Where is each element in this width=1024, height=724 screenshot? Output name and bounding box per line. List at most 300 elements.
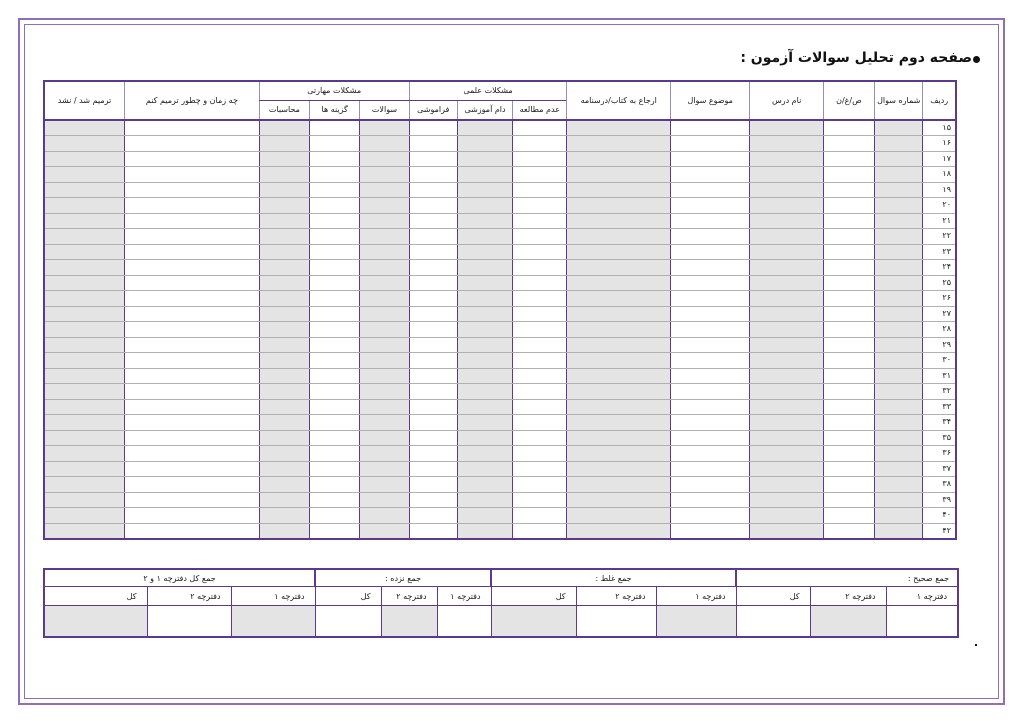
answer-cell[interactable] [823,384,874,400]
answer-cell[interactable] [671,492,750,508]
answer-cell[interactable] [409,120,457,136]
answer-cell[interactable] [823,446,874,462]
answer-cell[interactable] [44,461,125,477]
answer-cell[interactable] [457,461,512,477]
answer-cell[interactable] [125,384,260,400]
wrong-all-cell[interactable] [491,606,576,638]
answer-cell[interactable] [513,430,567,446]
answer-cell[interactable] [750,229,823,245]
answer-cell[interactable] [360,415,409,431]
answer-cell[interactable] [360,322,409,338]
wrong-booklet2-cell[interactable] [576,606,656,638]
blank-booklet2-cell[interactable] [381,606,437,638]
answer-cell[interactable] [360,430,409,446]
answer-cell[interactable] [409,198,457,214]
answer-cell[interactable] [750,384,823,400]
answer-cell[interactable] [750,337,823,353]
answer-cell[interactable] [360,182,409,198]
answer-cell[interactable] [823,492,874,508]
answer-cell[interactable] [310,291,360,307]
answer-cell[interactable] [44,213,125,229]
answer-cell[interactable] [409,322,457,338]
answer-cell[interactable] [513,151,567,167]
answer-cell[interactable] [44,353,125,369]
answer-cell[interactable] [409,368,457,384]
answer-cell[interactable] [457,260,512,276]
answer-cell[interactable] [125,229,260,245]
answer-cell[interactable] [823,415,874,431]
answer-cell[interactable] [409,151,457,167]
answer-cell[interactable] [44,384,125,400]
answer-cell[interactable] [360,198,409,214]
answer-cell[interactable] [567,260,671,276]
answer-cell[interactable] [44,120,125,136]
answer-cell[interactable] [310,477,360,493]
answer-cell[interactable] [567,229,671,245]
answer-cell[interactable] [823,244,874,260]
answer-cell[interactable] [823,213,874,229]
answer-cell[interactable] [259,229,309,245]
answer-cell[interactable] [513,399,567,415]
answer-cell[interactable] [310,213,360,229]
answer-cell[interactable] [671,430,750,446]
answer-cell[interactable] [513,291,567,307]
answer-cell[interactable] [567,508,671,524]
answer-cell[interactable] [259,430,309,446]
answer-cell[interactable] [44,368,125,384]
answer-cell[interactable] [310,260,360,276]
answer-cell[interactable] [750,461,823,477]
answer-cell[interactable] [875,492,923,508]
correct-booklet1-cell[interactable] [886,606,958,638]
answer-cell[interactable] [457,198,512,214]
answer-cell[interactable] [259,136,309,152]
answer-cell[interactable] [875,213,923,229]
answer-cell[interactable] [823,260,874,276]
answer-cell[interactable] [750,492,823,508]
answer-cell[interactable] [750,446,823,462]
answer-cell[interactable] [310,384,360,400]
answer-cell[interactable] [44,260,125,276]
answer-cell[interactable] [457,337,512,353]
answer-cell[interactable] [409,446,457,462]
answer-cell[interactable] [671,136,750,152]
answer-cell[interactable] [513,353,567,369]
answer-cell[interactable] [310,337,360,353]
answer-cell[interactable] [750,353,823,369]
answer-cell[interactable] [823,306,874,322]
answer-cell[interactable] [875,182,923,198]
answer-cell[interactable] [671,477,750,493]
answer-cell[interactable] [513,260,567,276]
answer-cell[interactable] [875,306,923,322]
answer-cell[interactable] [567,167,671,183]
answer-cell[interactable] [360,136,409,152]
answer-cell[interactable] [457,151,512,167]
answer-cell[interactable] [409,229,457,245]
answer-cell[interactable] [567,244,671,260]
answer-cell[interactable] [513,167,567,183]
answer-cell[interactable] [125,461,260,477]
answer-cell[interactable] [409,384,457,400]
wrong-booklet1-cell[interactable] [656,606,736,638]
answer-cell[interactable] [310,446,360,462]
answer-cell[interactable] [360,306,409,322]
answer-cell[interactable] [310,151,360,167]
answer-cell[interactable] [259,508,309,524]
answer-cell[interactable] [671,337,750,353]
answer-cell[interactable] [457,136,512,152]
answer-cell[interactable] [259,151,309,167]
answer-cell[interactable] [44,151,125,167]
answer-cell[interactable] [513,198,567,214]
answer-cell[interactable] [671,415,750,431]
answer-cell[interactable] [750,260,823,276]
answer-cell[interactable] [409,353,457,369]
answer-cell[interactable] [671,508,750,524]
answer-cell[interactable] [750,151,823,167]
answer-cell[interactable] [125,430,260,446]
answer-cell[interactable] [44,399,125,415]
answer-cell[interactable] [567,430,671,446]
answer-cell[interactable] [259,446,309,462]
answer-cell[interactable] [513,229,567,245]
answer-cell[interactable] [457,306,512,322]
answer-cell[interactable] [409,275,457,291]
answer-cell[interactable] [360,337,409,353]
answer-cell[interactable] [567,120,671,136]
answer-cell[interactable] [671,399,750,415]
answer-cell[interactable] [310,399,360,415]
answer-cell[interactable] [44,492,125,508]
answer-cell[interactable] [671,368,750,384]
answer-cell[interactable] [259,322,309,338]
answer-cell[interactable] [671,322,750,338]
answer-cell[interactable] [750,322,823,338]
answer-cell[interactable] [671,291,750,307]
answer-cell[interactable] [750,430,823,446]
answer-cell[interactable] [750,508,823,524]
answer-cell[interactable] [671,384,750,400]
answer-cell[interactable] [457,368,512,384]
answer-cell[interactable] [409,337,457,353]
answer-cell[interactable] [513,275,567,291]
answer-cell[interactable] [457,275,512,291]
answer-cell[interactable] [875,120,923,136]
answer-cell[interactable] [457,182,512,198]
answer-cell[interactable] [409,492,457,508]
answer-cell[interactable] [310,167,360,183]
answer-cell[interactable] [671,151,750,167]
answer-cell[interactable] [823,229,874,245]
answer-cell[interactable] [671,182,750,198]
answer-cell[interactable] [259,492,309,508]
answer-cell[interactable] [409,213,457,229]
answer-cell[interactable] [259,353,309,369]
answer-cell[interactable] [671,353,750,369]
answer-cell[interactable] [567,151,671,167]
answer-cell[interactable] [823,136,874,152]
answer-cell[interactable] [750,399,823,415]
answer-cell[interactable] [310,415,360,431]
answer-cell[interactable] [259,399,309,415]
answer-cell[interactable] [125,446,260,462]
answer-cell[interactable] [259,244,309,260]
answer-cell[interactable] [457,446,512,462]
answer-cell[interactable] [875,446,923,462]
answer-cell[interactable] [310,461,360,477]
answer-cell[interactable] [567,477,671,493]
answer-cell[interactable] [125,415,260,431]
answer-cell[interactable] [457,322,512,338]
answer-cell[interactable] [823,430,874,446]
answer-cell[interactable] [513,337,567,353]
answer-cell[interactable] [671,244,750,260]
answer-cell[interactable] [567,275,671,291]
answer-cell[interactable] [125,151,260,167]
answer-cell[interactable] [125,167,260,183]
answer-cell[interactable] [125,198,260,214]
answer-cell[interactable] [513,384,567,400]
answer-cell[interactable] [44,198,125,214]
answer-cell[interactable] [457,353,512,369]
answer-cell[interactable] [750,182,823,198]
answer-cell[interactable] [409,136,457,152]
answer-cell[interactable] [513,120,567,136]
answer-cell[interactable] [259,291,309,307]
answer-cell[interactable] [875,368,923,384]
answer-cell[interactable] [310,136,360,152]
answer-cell[interactable] [409,182,457,198]
answer-cell[interactable] [310,508,360,524]
answer-cell[interactable] [259,260,309,276]
answer-cell[interactable] [44,322,125,338]
answer-cell[interactable] [671,229,750,245]
answer-cell[interactable] [567,353,671,369]
answer-cell[interactable] [513,244,567,260]
answer-cell[interactable] [259,198,309,214]
answer-cell[interactable] [360,353,409,369]
answer-cell[interactable] [567,523,671,539]
answer-cell[interactable] [671,275,750,291]
answer-cell[interactable] [125,120,260,136]
answer-cell[interactable] [409,477,457,493]
answer-cell[interactable] [125,399,260,415]
answer-cell[interactable] [513,322,567,338]
answer-cell[interactable] [360,229,409,245]
answer-cell[interactable] [457,167,512,183]
answer-cell[interactable] [259,477,309,493]
answer-cell[interactable] [457,508,512,524]
answer-cell[interactable] [671,260,750,276]
answer-cell[interactable] [823,322,874,338]
answer-cell[interactable] [259,182,309,198]
answer-cell[interactable] [360,508,409,524]
answer-cell[interactable] [310,244,360,260]
answer-cell[interactable] [44,337,125,353]
answer-cell[interactable] [875,508,923,524]
answer-cell[interactable] [125,306,260,322]
answer-cell[interactable] [457,492,512,508]
answer-cell[interactable] [259,384,309,400]
answer-cell[interactable] [44,291,125,307]
answer-cell[interactable] [750,368,823,384]
answer-cell[interactable] [125,368,260,384]
answer-cell[interactable] [360,275,409,291]
answer-cell[interactable] [457,229,512,245]
answer-cell[interactable] [567,337,671,353]
answer-cell[interactable] [310,430,360,446]
answer-cell[interactable] [823,182,874,198]
answer-cell[interactable] [409,399,457,415]
answer-cell[interactable] [513,523,567,539]
answer-cell[interactable] [823,477,874,493]
answer-cell[interactable] [125,260,260,276]
answer-cell[interactable] [125,291,260,307]
correct-booklet2-cell[interactable] [810,606,886,638]
answer-cell[interactable] [567,291,671,307]
answer-cell[interactable] [409,244,457,260]
answer-cell[interactable] [409,167,457,183]
answer-cell[interactable] [259,415,309,431]
answer-cell[interactable] [360,446,409,462]
total-booklet1-cell[interactable] [231,606,315,638]
answer-cell[interactable] [875,430,923,446]
answer-cell[interactable] [823,353,874,369]
answer-cell[interactable] [750,244,823,260]
answer-cell[interactable] [671,446,750,462]
answer-cell[interactable] [44,477,125,493]
blank-booklet1-cell[interactable] [437,606,491,638]
answer-cell[interactable] [259,213,309,229]
answer-cell[interactable] [513,461,567,477]
answer-cell[interactable] [823,508,874,524]
answer-cell[interactable] [567,446,671,462]
total-booklet2-cell[interactable] [147,606,231,638]
answer-cell[interactable] [44,182,125,198]
answer-cell[interactable] [567,384,671,400]
answer-cell[interactable] [360,151,409,167]
answer-cell[interactable] [44,508,125,524]
answer-cell[interactable] [750,136,823,152]
answer-cell[interactable] [125,477,260,493]
answer-cell[interactable] [513,368,567,384]
answer-cell[interactable] [567,198,671,214]
answer-cell[interactable] [125,492,260,508]
answer-cell[interactable] [567,213,671,229]
answer-cell[interactable] [875,477,923,493]
answer-cell[interactable] [823,399,874,415]
answer-cell[interactable] [409,260,457,276]
answer-cell[interactable] [823,151,874,167]
answer-cell[interactable] [360,523,409,539]
answer-cell[interactable] [457,477,512,493]
answer-cell[interactable] [671,167,750,183]
answer-cell[interactable] [360,167,409,183]
answer-cell[interactable] [259,523,309,539]
answer-cell[interactable] [567,415,671,431]
answer-cell[interactable] [44,275,125,291]
answer-cell[interactable] [125,136,260,152]
answer-cell[interactable] [823,368,874,384]
answer-cell[interactable] [823,275,874,291]
answer-cell[interactable] [823,461,874,477]
answer-cell[interactable] [360,368,409,384]
answer-cell[interactable] [513,136,567,152]
answer-cell[interactable] [567,306,671,322]
answer-cell[interactable] [457,244,512,260]
answer-cell[interactable] [875,151,923,167]
answer-cell[interactable] [44,136,125,152]
answer-cell[interactable] [671,198,750,214]
answer-cell[interactable] [823,337,874,353]
answer-cell[interactable] [259,337,309,353]
answer-cell[interactable] [750,291,823,307]
answer-cell[interactable] [875,322,923,338]
answer-cell[interactable] [457,399,512,415]
answer-cell[interactable] [44,244,125,260]
answer-cell[interactable] [125,523,260,539]
answer-cell[interactable] [671,523,750,539]
answer-cell[interactable] [310,492,360,508]
answer-cell[interactable] [567,461,671,477]
answer-cell[interactable] [125,337,260,353]
answer-cell[interactable] [513,415,567,431]
answer-cell[interactable] [567,182,671,198]
answer-cell[interactable] [567,399,671,415]
answer-cell[interactable] [310,353,360,369]
answer-cell[interactable] [671,213,750,229]
answer-cell[interactable] [360,260,409,276]
answer-cell[interactable] [125,322,260,338]
answer-cell[interactable] [750,198,823,214]
answer-cell[interactable] [823,167,874,183]
answer-cell[interactable] [125,182,260,198]
answer-cell[interactable] [125,244,260,260]
answer-cell[interactable] [360,291,409,307]
answer-cell[interactable] [409,523,457,539]
answer-cell[interactable] [875,291,923,307]
total-all-cell[interactable] [44,606,147,638]
answer-cell[interactable] [671,306,750,322]
answer-cell[interactable] [875,461,923,477]
answer-cell[interactable] [360,213,409,229]
answer-cell[interactable] [750,167,823,183]
answer-cell[interactable] [409,291,457,307]
answer-cell[interactable] [875,136,923,152]
answer-cell[interactable] [823,523,874,539]
answer-cell[interactable] [823,198,874,214]
answer-cell[interactable] [750,213,823,229]
blank-all-cell[interactable] [315,606,381,638]
answer-cell[interactable] [875,384,923,400]
answer-cell[interactable] [513,213,567,229]
answer-cell[interactable] [360,244,409,260]
answer-cell[interactable] [360,384,409,400]
answer-cell[interactable] [125,275,260,291]
answer-cell[interactable] [409,415,457,431]
answer-cell[interactable] [310,322,360,338]
answer-cell[interactable] [259,461,309,477]
answer-cell[interactable] [259,306,309,322]
answer-cell[interactable] [875,353,923,369]
answer-cell[interactable] [360,461,409,477]
answer-cell[interactable] [875,244,923,260]
answer-cell[interactable] [457,120,512,136]
answer-cell[interactable] [310,523,360,539]
answer-cell[interactable] [513,446,567,462]
answer-cell[interactable] [310,229,360,245]
